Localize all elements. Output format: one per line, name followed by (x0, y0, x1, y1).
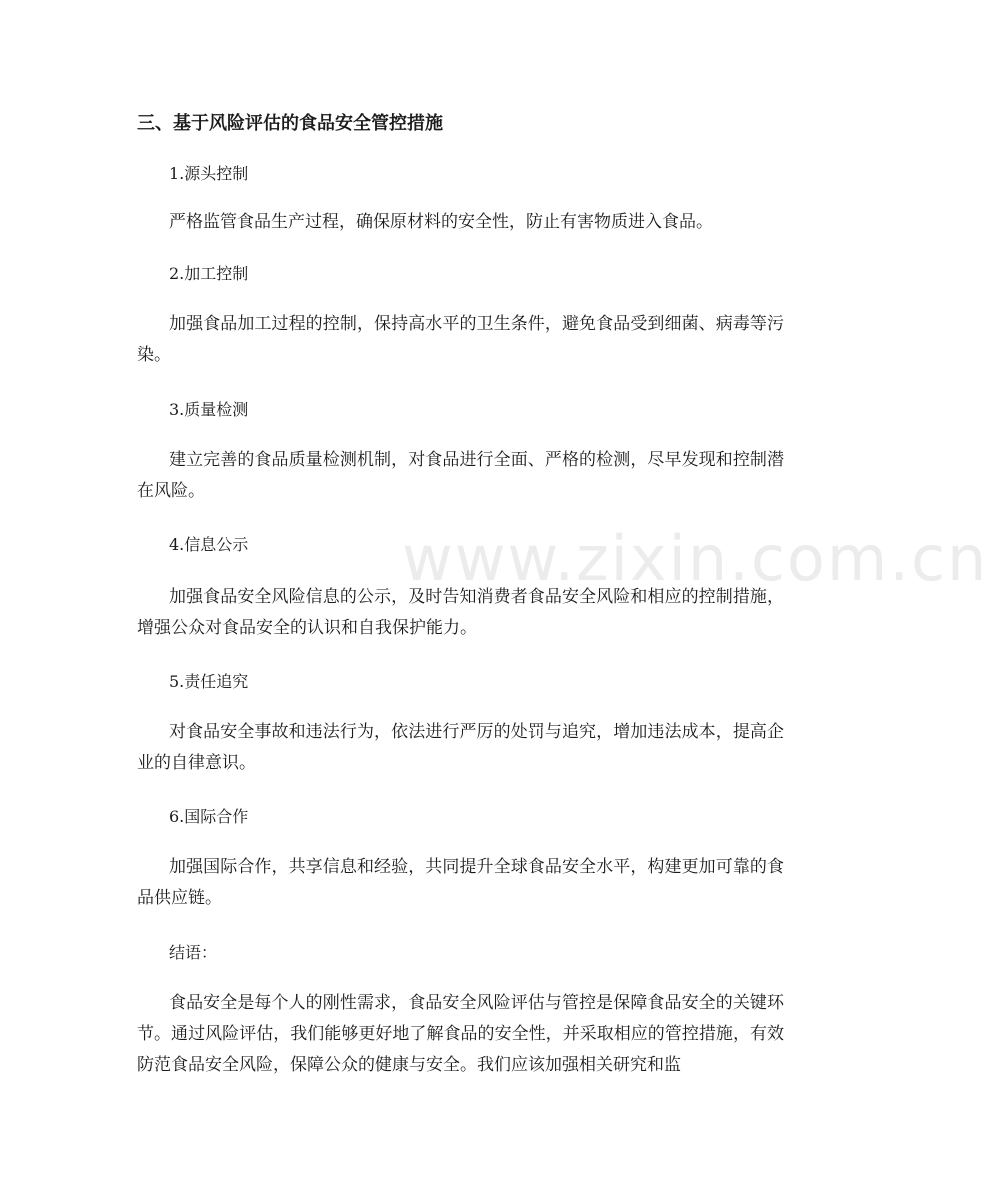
conclusion-paragraph: 食品安全是每个人的刚性需求，食品安全风险评估与管控是保障食品安全的关键环节。通过风险评估，我们能够更好地了解食品的安全性，并采取相应的管控措施，有效防范食品安全风险，保障公众的健康与安全。我们应该加强相关研究和监 (137, 993, 784, 1075)
subheading-quality-testing: 3.质量检测 (169, 400, 249, 419)
paragraph-quality-testing: 建立完善的食品质量检测机制，对食品进行全面、严格的检测，尽早发现和控制潜在风险。 (137, 450, 784, 501)
subheading-international-cooperation: 6.国际合作 (169, 807, 249, 826)
subheading-information-disclosure: 4.信息公示 (169, 535, 249, 554)
conclusion-title: 结语： (169, 943, 218, 962)
paragraph-accountability: 对食品安全事故和违法行为，依法进行严厉的处罚与追究，增加违法成本，提高企业的自律意识。 (137, 722, 784, 773)
paragraph-information-disclosure: 加强食品安全风险信息的公示，及时告知消费者食品安全风险和相应的控制措施，增强公众对食品安全的认识和自我保护能力。 (137, 587, 784, 638)
paragraph-processing-control: 加强食品加工过程的控制，保持高水平的卫生条件，避免食品受到细菌、病毒等污染。 (137, 314, 784, 365)
watermark: www.zixin.com.cn (402, 522, 988, 595)
paragraph-source-control: 严格监管食品生产过程，确保原材料的安全性，防止有害物质进入食品。 (169, 212, 713, 232)
subheading-source-control: 1.源头控制 (169, 164, 249, 183)
subheading-processing-control: 2.加工控制 (169, 264, 249, 283)
subheading-accountability: 5.责任追究 (169, 672, 249, 691)
section-heading: 三、基于风险评估的食品安全管控措施 (137, 113, 443, 134)
paragraph-international-cooperation: 加强国际合作，共享信息和经验，共同提升全球食品安全水平，构建更加可靠的食品供应链。 (137, 857, 784, 908)
